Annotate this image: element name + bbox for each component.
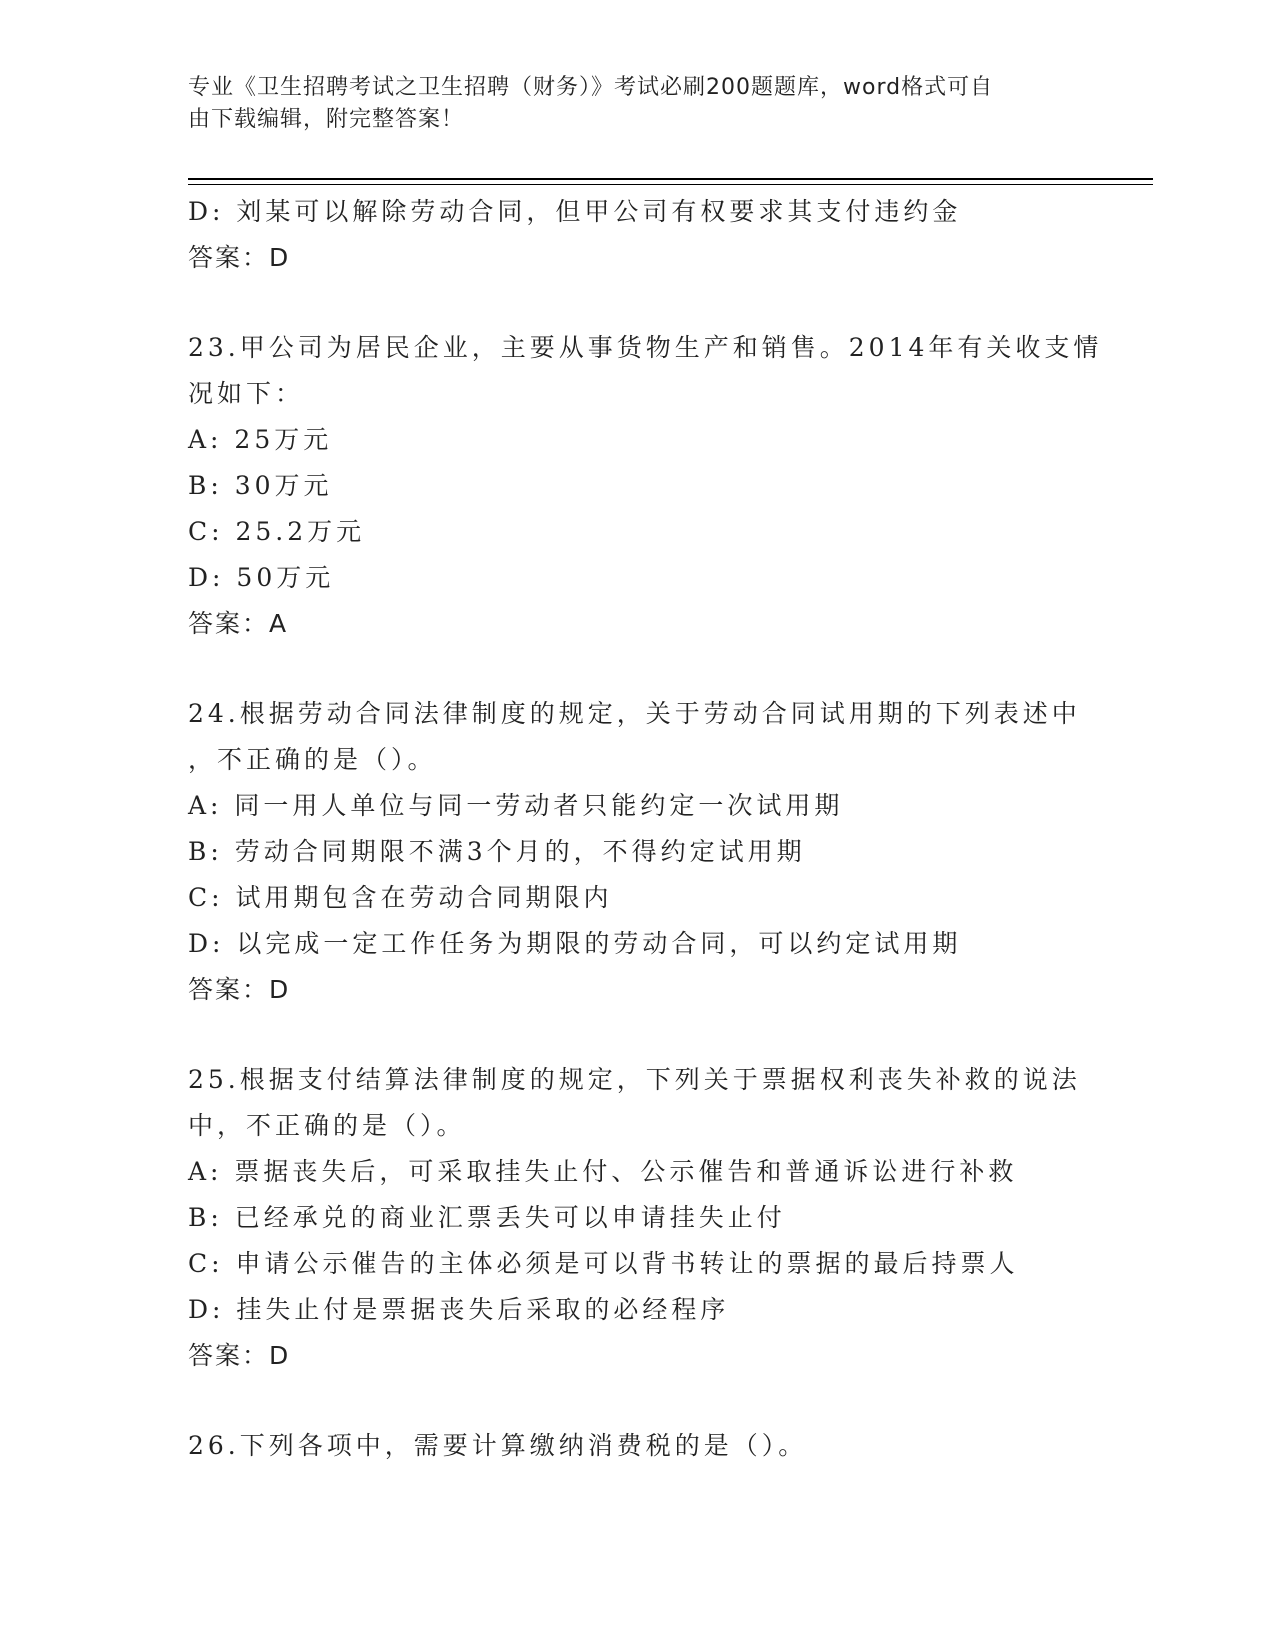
option-b: B: 已经承兑的商业汇票丢失可以申请挂失止付 bbox=[188, 1203, 786, 1232]
question-stem-line-1: 24.根据劳动合同法律制度的规定，关于劳动合同试用期的下列表述中 bbox=[188, 699, 1081, 728]
option-b: B: 劳动合同期限不满3个月的，不得约定试用期 bbox=[188, 837, 806, 866]
header-line-1: 专业《卫生招聘考试之卫生招聘（财务）》考试必刷200题题库，word格式可自 bbox=[188, 75, 994, 100]
answer: 答案：A bbox=[188, 609, 289, 638]
option-b: B: 30万元 bbox=[188, 471, 333, 500]
answer: 答案：D bbox=[188, 975, 291, 1004]
question-stem-line-2: ，不正确的是（）。 bbox=[188, 745, 437, 774]
option-d: D: 50万元 bbox=[188, 563, 335, 592]
option-d: D: 以完成一定工作任务为期限的劳动合同，可以约定试用期 bbox=[188, 929, 962, 958]
header-line-2: 由下载编辑，附完整答案！ bbox=[188, 107, 465, 132]
question-stem-line-1: 23.甲公司为居民企业，主要从事货物生产和销售。2014年有关收支情 bbox=[188, 333, 1103, 362]
option-c: C: 试用期包含在劳动合同期限内 bbox=[188, 883, 613, 912]
document-body bbox=[188, 189, 1103, 1469]
question-stem-line-2: 中，不正确的是（）。 bbox=[188, 1111, 466, 1140]
answer: 答案：D bbox=[188, 1341, 291, 1370]
option-d: D: 刘某可以解除劳动合同，但甲公司有权要求其支付违约金 bbox=[188, 197, 962, 226]
option-a: A: 25万元 bbox=[188, 425, 333, 454]
option-c: C: 申请公示催告的主体必须是可以背书转让的票据的最后持票人 bbox=[188, 1249, 1019, 1278]
question-stem-line-1: 25.根据支付结算法律制度的规定，下列关于票据权利丧失补救的说法 bbox=[188, 1065, 1081, 1094]
option-a: A: 票据丧失后，可采取挂失止付、公示催告和普通诉讼进行补救 bbox=[188, 1157, 1018, 1186]
question-26 bbox=[188, 1423, 1088, 1469]
question-25 bbox=[188, 1057, 1088, 1379]
question-23 bbox=[188, 325, 1103, 647]
header-divider-thick bbox=[188, 178, 1153, 180]
question-stem-line-2: 况如下： bbox=[188, 379, 305, 408]
question-stem-line-1: 26.下列各项中，需要计算缴纳消费税的是（）。 bbox=[188, 1431, 808, 1460]
document-header bbox=[188, 72, 1068, 136]
option-d: D: 挂失止付是票据丧失后采取的必经程序 bbox=[188, 1295, 730, 1324]
option-c: C: 25.2万元 bbox=[188, 517, 366, 546]
answer: 答案：D bbox=[188, 243, 291, 272]
question-24 bbox=[188, 691, 1088, 1013]
carryover-question bbox=[188, 189, 1088, 281]
option-a: A: 同一用人单位与同一劳动者只能约定一次试用期 bbox=[188, 791, 844, 820]
header-divider-thin bbox=[188, 184, 1153, 185]
